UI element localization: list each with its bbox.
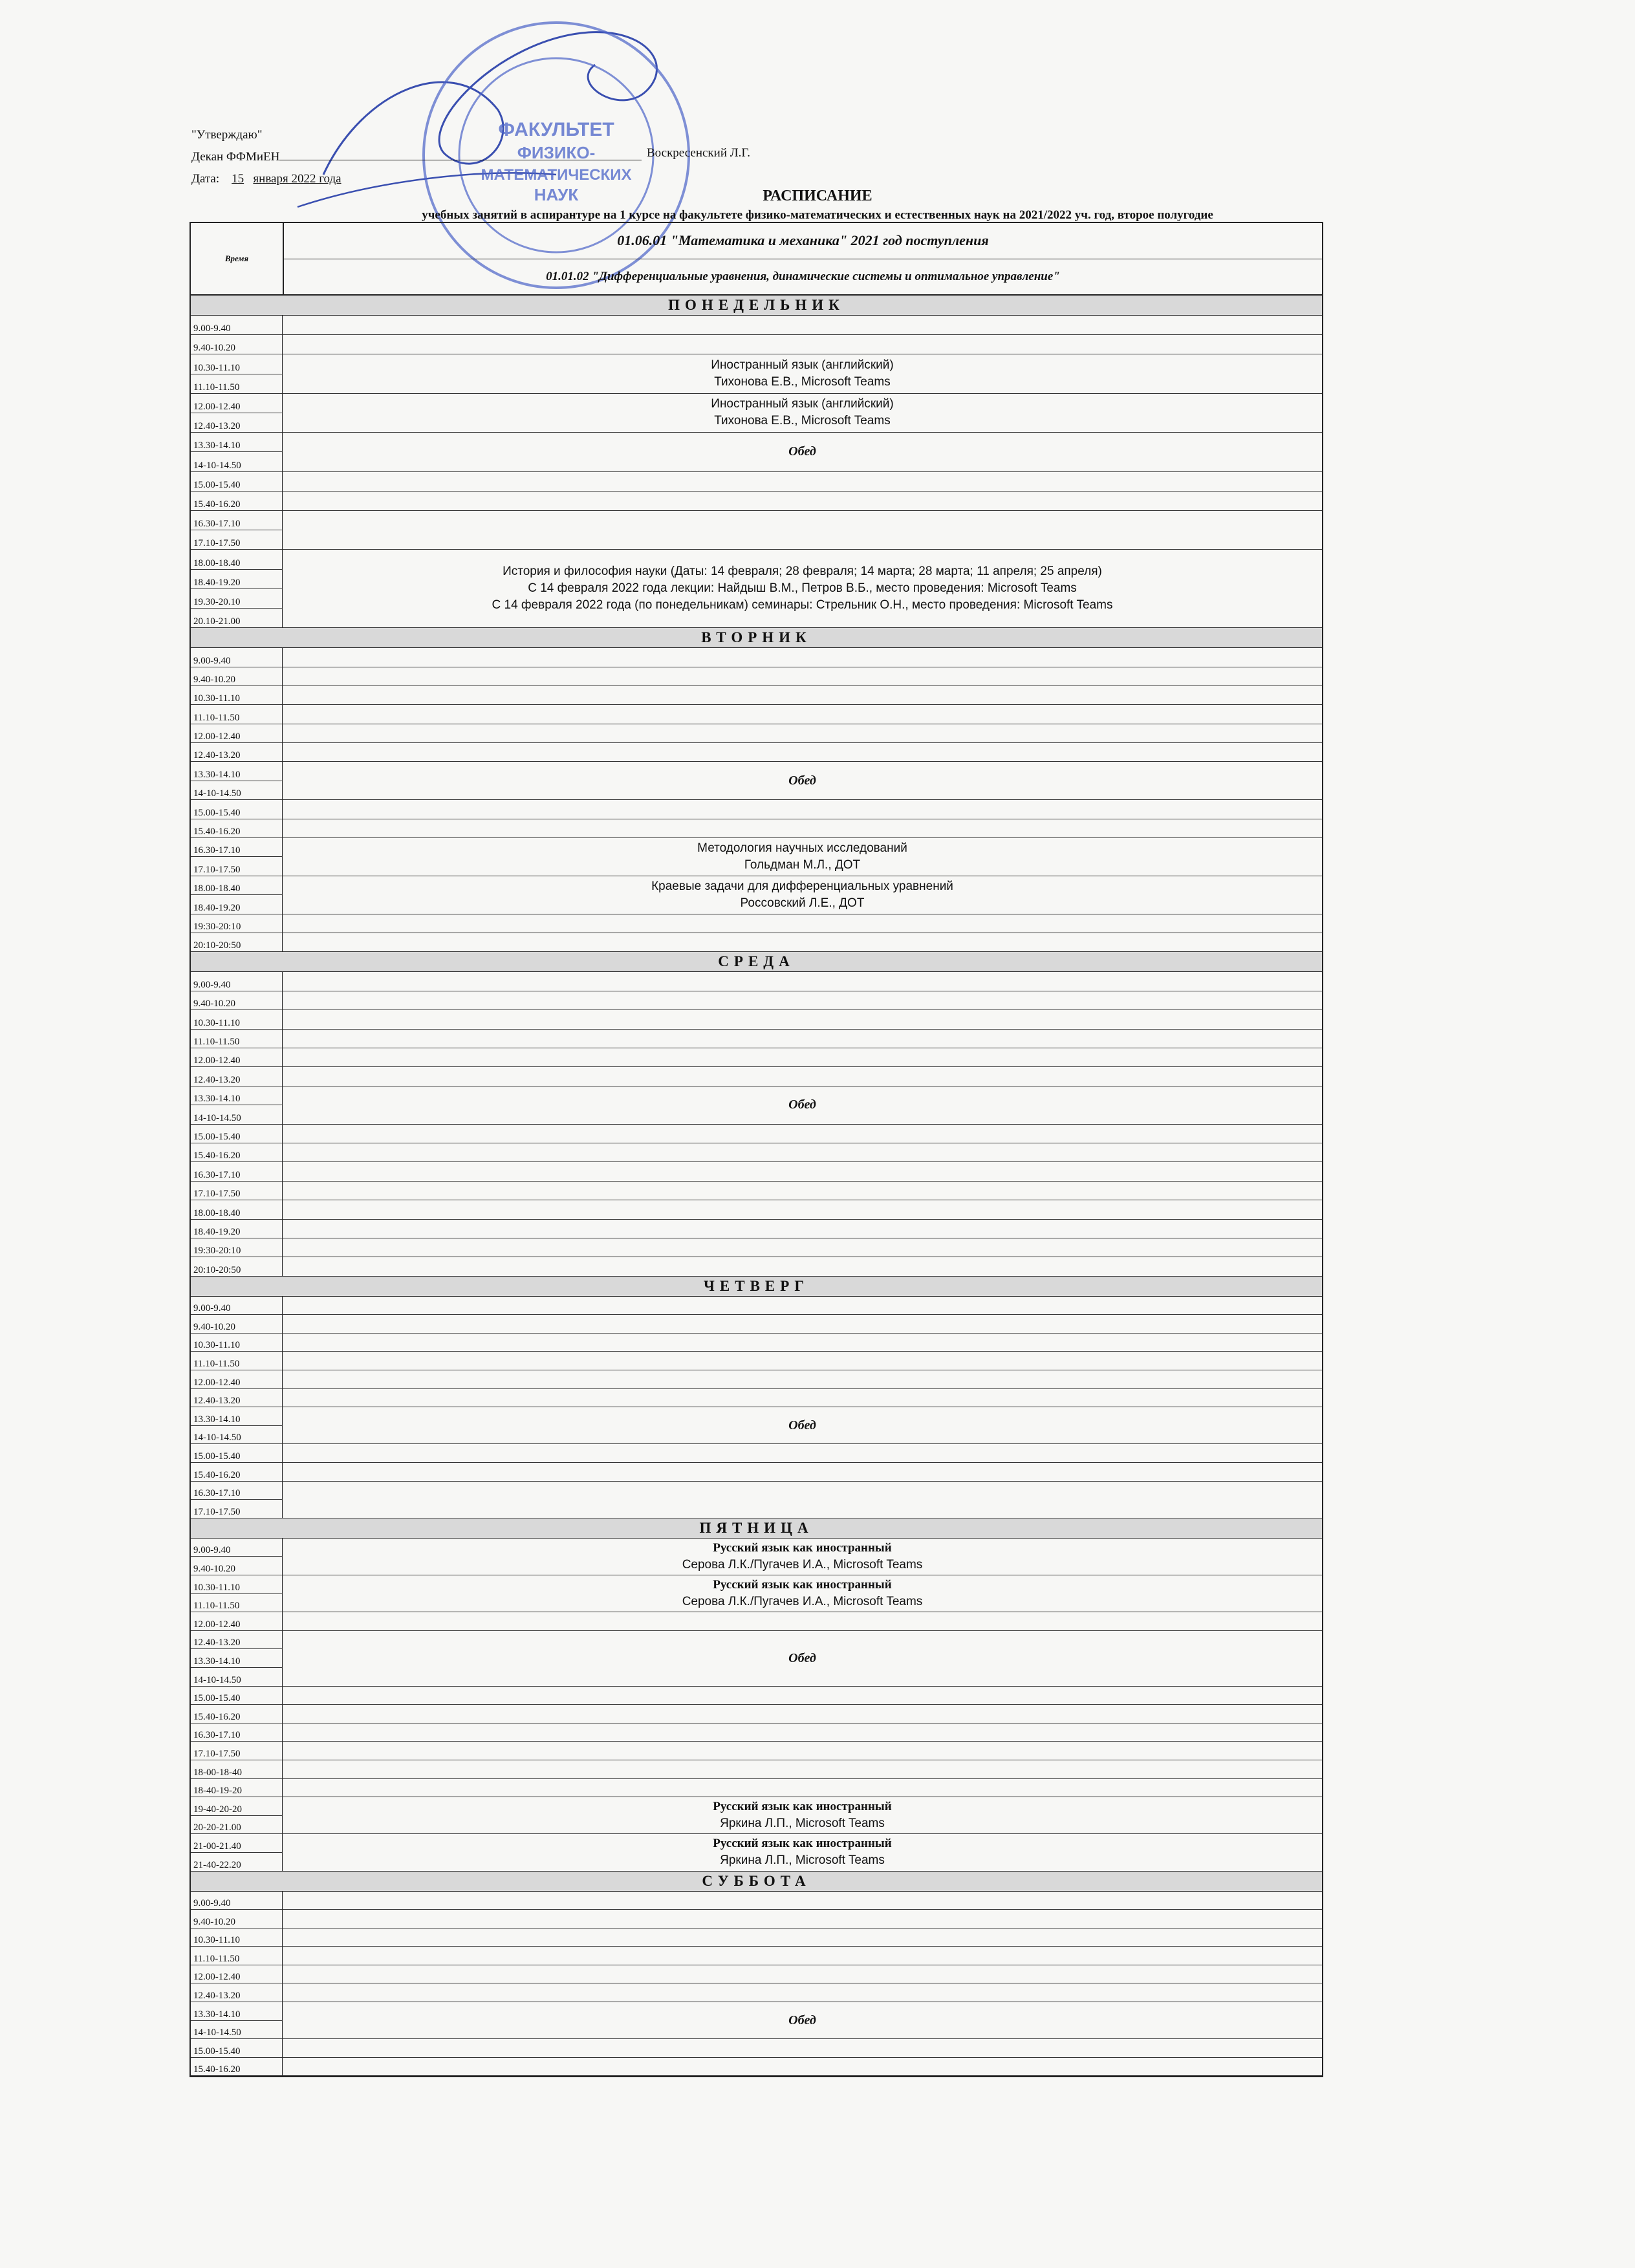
class-line: Русский язык как иностранный [713, 1578, 892, 1592]
class-cell [283, 1723, 1322, 1742]
time-slot: 9.00-9.40 [191, 316, 283, 335]
class-cell [283, 1220, 1322, 1238]
time-slot: 11.10-11.50 [191, 1594, 283, 1613]
class-cell [283, 316, 1322, 335]
document-subtitle: учебных занятий в аспирантуре на 1 курсе на факультете физико-математических и естественных наук на 2021/2022 уч. год, второе полугодие [422, 208, 1213, 222]
time-slot: 13.30-14.10 [191, 762, 283, 781]
day-header: ВТОРНИК [191, 628, 1322, 648]
class-cell [283, 1086, 1322, 1125]
day-header: ЧЕТВЕРГ [191, 1277, 1322, 1297]
time-slot: 10.30-11.10 [191, 1334, 283, 1352]
time-slot: 18-00-18-40 [191, 1760, 283, 1779]
time-slot: 18.40-19.20 [191, 895, 283, 914]
time-slot: 15.00-15.40 [191, 2039, 283, 2058]
time-slot: 10.30-11.10 [191, 1010, 283, 1029]
class-cell [283, 800, 1322, 819]
time-slot: 12.40-13.20 [191, 413, 283, 433]
lunch-label: Обед [788, 773, 816, 788]
class-cell [283, 762, 1322, 800]
time-slot: 17.10-17.50 [191, 1500, 283, 1518]
time-slot: 11.10-11.50 [191, 1030, 283, 1048]
lunch-label: Обед [788, 1097, 816, 1112]
time-slot: 15.40-16.20 [191, 2058, 283, 2077]
class-cell [283, 1779, 1322, 1798]
class-cell [283, 686, 1322, 705]
class-line: Русский язык как иностранный [713, 1540, 892, 1555]
class-cell [283, 1834, 1322, 1871]
time-slot: 9.40-10.20 [191, 667, 283, 686]
class-line: Яркина Л.П., Microsoft Teams [720, 1817, 885, 1831]
approval-block [191, 124, 642, 190]
time-slot: 21-00-21.40 [191, 1834, 283, 1853]
class-cell [283, 491, 1322, 511]
class-cell [283, 1910, 1322, 1928]
time-slot: 14-10-14.50 [191, 2021, 283, 2040]
time-slot: 15.40-16.20 [191, 1463, 283, 1482]
time-slot: 10.30-11.10 [191, 686, 283, 705]
time-slot: 15.00-15.40 [191, 472, 283, 491]
time-slot: 12.40-13.20 [191, 1983, 283, 2002]
svg-text:ФАКУЛЬТЕТ: ФАКУЛЬТЕТ [498, 119, 614, 140]
time-slot: 13.30-14.10 [191, 1407, 283, 1426]
lunch-label: Обед [788, 1650, 816, 1665]
class-cell [283, 667, 1322, 686]
class-cell [283, 335, 1322, 354]
time-slot: 18-40-19-20 [191, 1779, 283, 1798]
signer-name: Воскресенский Л.Г. [647, 146, 750, 160]
class-cell [283, 1983, 1322, 2002]
class-cell [283, 1010, 1322, 1029]
class-cell [283, 511, 1322, 550]
class-cell [283, 972, 1322, 991]
time-slot: 13.30-14.10 [191, 433, 283, 452]
time-slot: 12.40-13.20 [191, 1389, 283, 1408]
time-slot: 18.00-18.40 [191, 1200, 283, 1219]
day-header: СУББОТА [191, 1872, 1322, 1892]
approval-line: "Утверждаю" [191, 128, 263, 142]
class-line: Тихонова Е.В., Microsoft Teams [714, 375, 891, 389]
class-line: Методология научных исследований [697, 841, 907, 855]
time-slot: 12.40-13.20 [191, 743, 283, 762]
lunch-label: Обед [788, 1418, 816, 1432]
time-slot: 20:10-20:50 [191, 1257, 283, 1276]
day-header: СРЕДА [191, 952, 1322, 972]
time-slot: 15.40-16.20 [191, 1143, 283, 1162]
time-slot: 10.30-11.10 [191, 1928, 283, 1947]
time-slot: 12.00-12.40 [191, 394, 283, 413]
time-slot: 19-40-20-20 [191, 1797, 283, 1816]
svg-text:ФИЗИКО-: ФИЗИКО- [517, 143, 596, 162]
time-slot: 14-10-14.50 [191, 452, 283, 471]
date-day: 15 [232, 172, 244, 186]
class-line: Гольдман М.Л., ДОТ [744, 858, 861, 872]
class-line: Тихонова Е.В., Microsoft Teams [714, 414, 891, 428]
time-slot: 12.00-12.40 [191, 724, 283, 743]
class-cell [283, 648, 1322, 667]
time-slot: 9.40-10.20 [191, 1557, 283, 1575]
program-header: 01.06.01 "Математика и механика" 2021 год поступления [284, 223, 1322, 259]
class-cell [283, 1200, 1322, 1219]
class-cell [283, 1612, 1322, 1631]
class-cell [283, 819, 1322, 838]
time-slot: 15.00-15.40 [191, 800, 283, 819]
class-cell [283, 743, 1322, 762]
class-line: Яркина Л.П., Microsoft Teams [720, 1853, 885, 1868]
class-line: Серова Л.К./Пугачев И.А., Microsoft Teams [682, 1557, 923, 1571]
time-slot: 9.00-9.40 [191, 1892, 283, 1910]
time-slot: 16.30-17.10 [191, 1482, 283, 1500]
time-slot: 19.30-20.10 [191, 589, 283, 609]
dean-label: Декан ФФМиЕН [191, 150, 280, 164]
class-line: Иностранный язык (английский) [711, 358, 894, 373]
class-cell [283, 1797, 1322, 1834]
specialty-header: 01.01.02 "Дифференциальные уравнения, динамические системы и оптимальное управление" [546, 269, 1060, 283]
time-slot: 17.10-17.50 [191, 1182, 283, 1200]
schedule-header [191, 223, 1322, 296]
class-cell [283, 1407, 1322, 1444]
class-cell [283, 933, 1322, 952]
document-title: РАСПИСАНИЕ [763, 188, 872, 204]
time-slot: 12.00-12.40 [191, 1048, 283, 1067]
time-slot: 10.30-11.10 [191, 354, 283, 374]
time-slot: 11.10-11.50 [191, 705, 283, 724]
class-cell [283, 472, 1322, 491]
class-cell [283, 1182, 1322, 1200]
class-cell [283, 1892, 1322, 1910]
class-cell [283, 2039, 1322, 2058]
class-cell [283, 1030, 1322, 1048]
time-slot: 10.30-11.10 [191, 1575, 283, 1594]
class-cell [283, 1143, 1322, 1162]
time-slot: 15.40-16.20 [191, 1705, 283, 1723]
time-slot: 9.00-9.40 [191, 1539, 283, 1557]
class-cell [283, 1125, 1322, 1143]
time-slot: 19:30-20:10 [191, 1238, 283, 1257]
time-slot: 14-10-14.50 [191, 1105, 283, 1124]
class-line: Серова Л.К./Пугачев И.А., Microsoft Teams [682, 1595, 923, 1609]
class-cell [283, 1048, 1322, 1067]
class-cell [283, 1539, 1322, 1575]
class-cell [283, 724, 1322, 743]
class-cell [283, 1334, 1322, 1352]
class-cell [283, 876, 1322, 914]
class-cell [283, 914, 1322, 933]
class-cell [283, 1760, 1322, 1779]
svg-text:НАУК: НАУК [534, 185, 579, 204]
time-slot: 21-40-22.20 [191, 1853, 283, 1872]
class-line: С 14 февраля 2022 года лекции: Найдыш В.М., Петров В.Б., место проведения: Microsoft Teams [528, 581, 1077, 596]
class-cell [283, 1947, 1322, 1965]
class-cell [283, 991, 1322, 1010]
svg-text:МАТЕМАТИЧЕСКИХ: МАТЕМАТИЧЕСКИХ [481, 166, 632, 184]
day-header: ПЯТНИЦА [191, 1518, 1322, 1539]
class-cell [283, 550, 1322, 628]
time-slot: 12.40-13.20 [191, 1631, 283, 1650]
class-cell [283, 354, 1322, 393]
class-cell [283, 1162, 1322, 1181]
time-slot: 9.00-9.40 [191, 1297, 283, 1315]
time-slot: 20-20-21.00 [191, 1816, 283, 1835]
class-cell [283, 1370, 1322, 1389]
schedule-table [189, 222, 1323, 2077]
class-line: Иностранный язык (английский) [711, 397, 894, 411]
class-cell [283, 1482, 1322, 1518]
time-slot: 9.00-9.40 [191, 648, 283, 667]
day-grid [191, 972, 1322, 1276]
time-slot: 20:10-20:50 [191, 933, 283, 952]
class-cell [283, 838, 1322, 876]
time-slot: 9.40-10.20 [191, 1910, 283, 1928]
time-column-header: Время [191, 223, 284, 294]
lunch-label: Обед [788, 444, 816, 459]
time-slot: 14-10-14.50 [191, 1426, 283, 1445]
class-cell [283, 1928, 1322, 1947]
class-cell [283, 2002, 1322, 2039]
time-slot: 9.00-9.40 [191, 972, 283, 991]
time-slot: 17.10-17.50 [191, 857, 283, 876]
time-slot: 12.40-13.20 [191, 1067, 283, 1086]
day-grid [191, 1892, 1322, 2077]
class-cell [283, 1352, 1322, 1370]
time-slot: 19:30-20:10 [191, 914, 283, 933]
time-slot: 11.10-11.50 [191, 374, 283, 394]
class-cell [283, 433, 1322, 471]
time-slot: 12.00-12.40 [191, 1370, 283, 1389]
time-slot: 15.40-16.20 [191, 819, 283, 838]
class-cell [283, 1389, 1322, 1408]
time-slot: 16.30-17.10 [191, 1162, 283, 1181]
time-slot: 9.40-10.20 [191, 1315, 283, 1334]
class-line: Краевые задачи для дифференциальных уравнений [651, 879, 953, 893]
time-slot: 14-10-14.50 [191, 1668, 283, 1687]
class-cell [283, 1067, 1322, 1086]
class-line: Россовский Л.Е., ДОТ [740, 896, 865, 910]
class-line: Русский язык как иностранный [713, 1837, 892, 1851]
time-slot: 13.30-14.10 [191, 2002, 283, 2021]
class-cell [283, 1742, 1322, 1760]
time-slot: 11.10-11.50 [191, 1947, 283, 1965]
time-slot: 12.00-12.40 [191, 1612, 283, 1631]
time-slot: 11.10-11.50 [191, 1352, 283, 1370]
time-slot: 18.00-18.40 [191, 876, 283, 895]
day-grid [191, 1539, 1322, 1872]
class-cell [283, 1297, 1322, 1315]
time-slot: 15.00-15.40 [191, 1125, 283, 1143]
class-cell [283, 705, 1322, 724]
class-cell [283, 1444, 1322, 1463]
time-slot: 16.30-17.10 [191, 838, 283, 857]
time-slot: 18.40-19.20 [191, 1220, 283, 1238]
time-slot: 20.10-21.00 [191, 609, 283, 628]
time-slot: 15.00-15.40 [191, 1687, 283, 1705]
class-cell [283, 1315, 1322, 1334]
time-slot: 18.40-19.20 [191, 570, 283, 589]
class-cell [283, 1631, 1322, 1687]
time-slot: 18.00-18.40 [191, 550, 283, 569]
lunch-label: Обед [788, 2013, 816, 2027]
class-line: Русский язык как иностранный [713, 1800, 892, 1814]
time-slot: 9.40-10.20 [191, 335, 283, 354]
time-slot: 16.30-17.10 [191, 511, 283, 530]
class-cell [283, 1463, 1322, 1482]
class-cell [283, 1575, 1322, 1612]
day-header: ПОНЕДЕЛЬНИК [191, 296, 1322, 316]
date-label: Дата: [191, 172, 220, 186]
class-cell [283, 1965, 1322, 1984]
class-cell [283, 1687, 1322, 1705]
time-slot: 15.00-15.40 [191, 1444, 283, 1463]
class-cell [283, 2058, 1322, 2077]
time-slot: 14-10-14.50 [191, 781, 283, 800]
time-slot: 16.30-17.10 [191, 1723, 283, 1742]
time-slot: 17.10-17.50 [191, 1742, 283, 1760]
class-cell [283, 1705, 1322, 1723]
time-slot: 12.00-12.40 [191, 1965, 283, 1984]
class-cell [283, 394, 1322, 433]
time-slot: 9.40-10.20 [191, 991, 283, 1010]
class-line: С 14 февраля 2022 года (по понедельникам) семинары: Стрельник О.Н., место проведения: Microsoft Teams [492, 598, 1113, 612]
date-rest: января 2022 года [253, 172, 341, 186]
time-slot: 15.40-16.20 [191, 491, 283, 511]
class-cell [283, 1238, 1322, 1257]
day-grid [191, 648, 1322, 952]
class-cell [283, 1257, 1322, 1276]
day-grid [191, 316, 1322, 628]
time-slot: 17.10-17.50 [191, 530, 283, 550]
schedule-body [191, 296, 1322, 2076]
day-grid [191, 1297, 1322, 1518]
time-slot: 13.30-14.10 [191, 1086, 283, 1105]
class-line: История и философия науки (Даты: 14 февраля; 28 февраля; 14 марта; 28 марта; 11 апреля; 25 апреля) [503, 565, 1102, 579]
time-slot: 13.30-14.10 [191, 1649, 283, 1668]
